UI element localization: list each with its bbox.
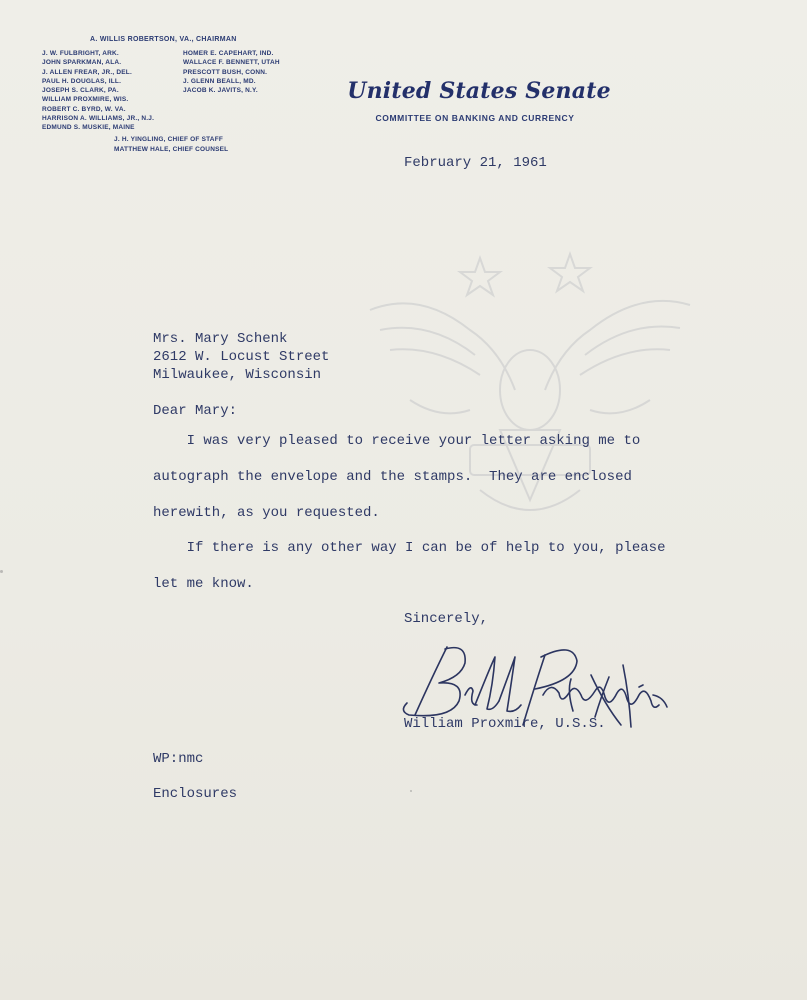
member-name: JOHN SPARKMAN, ALA. (42, 59, 122, 67)
member-name: ROBERT C. BYRD, W. VA. (42, 105, 126, 113)
member-name: WALLACE F. BENNETT, UTAH (183, 59, 280, 67)
chief-counsel: MATTHEW HALE, CHIEF COUNSEL (114, 145, 229, 153)
members-left-column (42, 49, 154, 133)
member-name: JOSEPH S. CLARK, PA. (42, 87, 119, 95)
body-line: I was very pleased to receive your letter asking me to (153, 433, 641, 449)
typed-signature: William Proxmire, U.S.S. (404, 716, 606, 732)
member-name: EDMUND S. MUSKIE, MAINE (42, 124, 135, 132)
closing: Sincerely, (404, 611, 489, 627)
salutation: Dear Mary: (153, 403, 238, 419)
body-line: herewith, as you requested. (153, 505, 380, 521)
members-right-column (183, 49, 280, 95)
enclosures-note: Enclosures (153, 786, 238, 802)
typist-initials: WP:nmc (153, 751, 204, 767)
body-line: autograph the envelope and the stamps. They are enclosed (153, 469, 632, 485)
member-name: J. GLENN BEALL, MD. (183, 77, 256, 85)
handwritten-signature (395, 635, 670, 735)
chief-of-staff: J. H. YINGLING, CHIEF OF STAFF (114, 136, 224, 143)
member-name: HARRISON A. WILLIAMS, JR., N.J. (42, 115, 155, 123)
staff-block (114, 135, 228, 154)
body-line: If there is any other way I can be of help to you, please (153, 540, 666, 556)
committee-name: COMMITTEE ON BANKING AND CURRENCY (375, 113, 575, 123)
senate-seal-watermark (350, 250, 710, 550)
paper-mark (0, 570, 3, 573)
recipient-street: 2612 W. Locust Street (153, 349, 330, 365)
member-name: WILLIAM PROXMIRE, WIS. (42, 96, 129, 104)
paper-mark (410, 790, 412, 792)
member-name: JACOB K. JAVITS, N.Y. (183, 87, 258, 95)
member-name: HOMER E. CAPEHART, IND. (183, 50, 274, 57)
recipient-city: Milwaukee, Wisconsin (153, 367, 322, 383)
letter-date: February 21, 1961 (404, 155, 547, 171)
recipient-name: Mrs. Mary Schenk (153, 331, 288, 347)
chairman-line: A. WILLIS ROBERTSON, VA., CHAIRMAN (90, 36, 237, 43)
letterhead-title: United States Senate (347, 78, 611, 104)
member-name: J. W. FULBRIGHT, ARK. (42, 50, 119, 57)
member-name: J. ALLEN FREAR, JR., DEL. (42, 68, 132, 76)
member-name: PAUL H. DOUGLAS, ILL. (42, 77, 122, 85)
body-line: let me know. (153, 576, 254, 592)
member-name: PRESCOTT BUSH, CONN. (183, 68, 268, 76)
